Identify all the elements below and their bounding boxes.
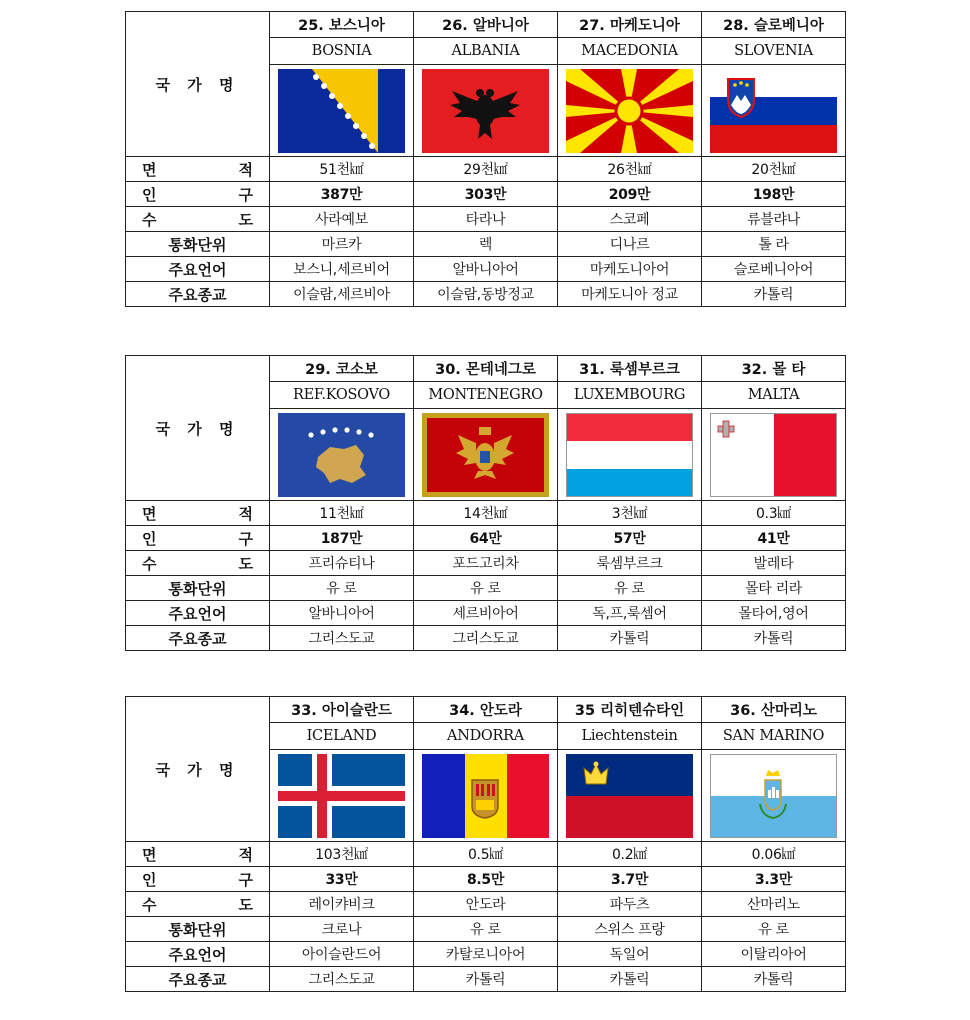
religion-value: 이슬람,세르비아 [270, 282, 414, 307]
religion-value: 카톨릭 [414, 967, 558, 992]
currency-value: 유 로 [558, 576, 702, 601]
currency-value: 몰타 리라 [702, 576, 846, 601]
population-value: 57만 [558, 526, 702, 551]
capital-value: 안도라 [414, 892, 558, 917]
population-label: 인 [142, 529, 157, 548]
language-value: 알바니아어 [414, 257, 558, 282]
language-value: 보스니,세르비어 [270, 257, 414, 282]
area-label: 적 [238, 504, 253, 523]
country-english-name: MONTENEGRO [414, 382, 558, 409]
area-value: 29천㎢ [414, 157, 558, 182]
capital-value: 룩셈부르크 [558, 551, 702, 576]
country-title: 33. 아이슬란드 [270, 697, 414, 723]
language-label: 주요언어 [126, 942, 270, 967]
slovenia-flag-icon [710, 69, 837, 153]
capital-value: 프리슈티나 [270, 551, 414, 576]
religion-value: 그리스도교 [270, 626, 414, 651]
country-english-name: LUXEMBOURG [558, 382, 702, 409]
area-value: 0.3㎢ [702, 501, 846, 526]
area-value: 14천㎢ [414, 501, 558, 526]
bosnia-flag-icon [278, 69, 405, 153]
area-label: 적 [238, 160, 253, 179]
capital-value: 타라나 [414, 207, 558, 232]
country-title: 32. 몰 타 [702, 356, 846, 382]
population-label: 구 [238, 185, 253, 204]
albania-flag-icon [422, 69, 549, 153]
population-label: 인 [142, 185, 157, 204]
andorra-flag-icon [422, 754, 549, 838]
area-value: 51천㎢ [270, 157, 414, 182]
religion-label: 주요종교 [126, 282, 270, 307]
capital-label: 수 [142, 554, 157, 573]
capital-value: 레이캬비크 [270, 892, 414, 917]
currency-label: 통화단위 [126, 576, 270, 601]
population-value: 41만 [702, 526, 846, 551]
language-value: 아이슬란드어 [270, 942, 414, 967]
liechtenstein-flag-icon [566, 754, 693, 838]
country-english-name: MALTA [702, 382, 846, 409]
religion-label: 주요종교 [126, 967, 270, 992]
religion-value: 이슬람,동방정교 [414, 282, 558, 307]
religion-value: 카톨릭 [558, 626, 702, 651]
area-value: 11천㎢ [270, 501, 414, 526]
population-value: 198만 [702, 182, 846, 207]
country-english-name: SLOVENIA [702, 38, 846, 65]
montenegro-flag-icon [422, 413, 549, 497]
currency-value: 유 로 [270, 576, 414, 601]
country-english-name: ALBANIA [414, 38, 558, 65]
country-title: 28. 슬로베니아 [702, 12, 846, 38]
country-english-name: Liechtenstein [558, 723, 702, 750]
currency-label: 통화단위 [126, 917, 270, 942]
currency-label: 통화단위 [126, 232, 270, 257]
san-marino-flag-icon [710, 754, 837, 838]
malta-flag-icon [710, 413, 837, 497]
capital-value: 발레타 [702, 551, 846, 576]
population-value: 187만 [270, 526, 414, 551]
country-english-name: BOSNIA [270, 38, 414, 65]
capital-label: 수 [142, 210, 157, 229]
language-value: 세르비아어 [414, 601, 558, 626]
country-title: 27. 마케도니아 [558, 12, 702, 38]
currency-value: 렉 [414, 232, 558, 257]
language-value: 마케도니아어 [558, 257, 702, 282]
area-value: 20천㎢ [702, 157, 846, 182]
religion-label: 주요종교 [126, 626, 270, 651]
religion-value: 그리스도교 [414, 626, 558, 651]
currency-value: 톨 라 [702, 232, 846, 257]
language-value: 이탈리아어 [702, 942, 846, 967]
area-label: 면 [142, 504, 157, 523]
population-value: 303만 [414, 182, 558, 207]
country-title: 25. 보스니아 [270, 12, 414, 38]
language-value: 독일어 [558, 942, 702, 967]
country-table-1 [125, 11, 846, 307]
religion-value: 카톨릭 [558, 967, 702, 992]
population-value: 3.7만 [558, 867, 702, 892]
area-value: 0.2㎢ [558, 842, 702, 867]
capital-label: 도 [238, 554, 253, 573]
capital-label: 도 [238, 895, 253, 914]
population-value: 8.5만 [414, 867, 558, 892]
country-english-name: REF.KOSOVO [270, 382, 414, 409]
country-name-label: 국 가 명 [126, 356, 270, 501]
capital-value: 스코페 [558, 207, 702, 232]
currency-value: 유 로 [702, 917, 846, 942]
capital-label: 도 [238, 210, 253, 229]
religion-value: 카톨릭 [702, 967, 846, 992]
country-english-name: MACEDONIA [558, 38, 702, 65]
religion-value: 그리스도교 [270, 967, 414, 992]
country-table-3 [125, 696, 846, 992]
currency-value: 스위스 프랑 [558, 917, 702, 942]
area-value: 0.06㎢ [702, 842, 846, 867]
country-name-label: 국 가 명 [126, 697, 270, 842]
area-value: 3천㎢ [558, 501, 702, 526]
area-label: 면 [142, 160, 157, 179]
currency-value: 마르카 [270, 232, 414, 257]
country-title: 30. 몬테네그로 [414, 356, 558, 382]
religion-value: 카톨릭 [702, 626, 846, 651]
population-value: 387만 [270, 182, 414, 207]
country-english-name: SAN MARINO [702, 723, 846, 750]
country-title: 36. 산마리노 [702, 697, 846, 723]
country-title: 29. 코소보 [270, 356, 414, 382]
currency-value: 크로나 [270, 917, 414, 942]
population-value: 3.3만 [702, 867, 846, 892]
population-value: 209만 [558, 182, 702, 207]
language-value: 독,프,룩셈어 [558, 601, 702, 626]
area-value: 0.5㎢ [414, 842, 558, 867]
capital-label: 수 [142, 895, 157, 914]
country-english-name: ANDORRA [414, 723, 558, 750]
language-value: 슬로베니아어 [702, 257, 846, 282]
language-value: 몰타어,영어 [702, 601, 846, 626]
currency-value: 유 로 [414, 576, 558, 601]
area-label: 면 [142, 845, 157, 864]
iceland-flag-icon [278, 754, 405, 838]
area-value: 26천㎢ [558, 157, 702, 182]
country-name-label: 국 가 명 [126, 12, 270, 157]
religion-value: 카톨릭 [702, 282, 846, 307]
country-title: 26. 알바니아 [414, 12, 558, 38]
capital-value: 산마리노 [702, 892, 846, 917]
currency-value: 유 로 [414, 917, 558, 942]
religion-value: 마케도니아 정교 [558, 282, 702, 307]
area-value: 103천㎢ [270, 842, 414, 867]
capital-value: 류블랴나 [702, 207, 846, 232]
country-title: 34. 안도라 [414, 697, 558, 723]
capital-value: 사라예보 [270, 207, 414, 232]
country-title: 35 리히텐슈타인 [558, 697, 702, 723]
currency-value: 디나르 [558, 232, 702, 257]
country-table-2 [125, 355, 846, 651]
luxembourg-flag-icon [566, 413, 693, 497]
area-label: 적 [238, 845, 253, 864]
language-label: 주요언어 [126, 257, 270, 282]
language-value: 카탈로니아어 [414, 942, 558, 967]
population-label: 구 [238, 529, 253, 548]
kosovo-flag-icon [278, 413, 405, 497]
language-label: 주요언어 [126, 601, 270, 626]
country-english-name: ICELAND [270, 723, 414, 750]
macedonia-flag-icon [566, 69, 693, 153]
capital-value: 포드고리차 [414, 551, 558, 576]
population-value: 33만 [270, 867, 414, 892]
capital-value: 파두츠 [558, 892, 702, 917]
country-title: 31. 룩셈부르크 [558, 356, 702, 382]
population-label: 인 [142, 870, 157, 889]
population-label: 구 [238, 870, 253, 889]
language-value: 알바니아어 [270, 601, 414, 626]
population-value: 64만 [414, 526, 558, 551]
